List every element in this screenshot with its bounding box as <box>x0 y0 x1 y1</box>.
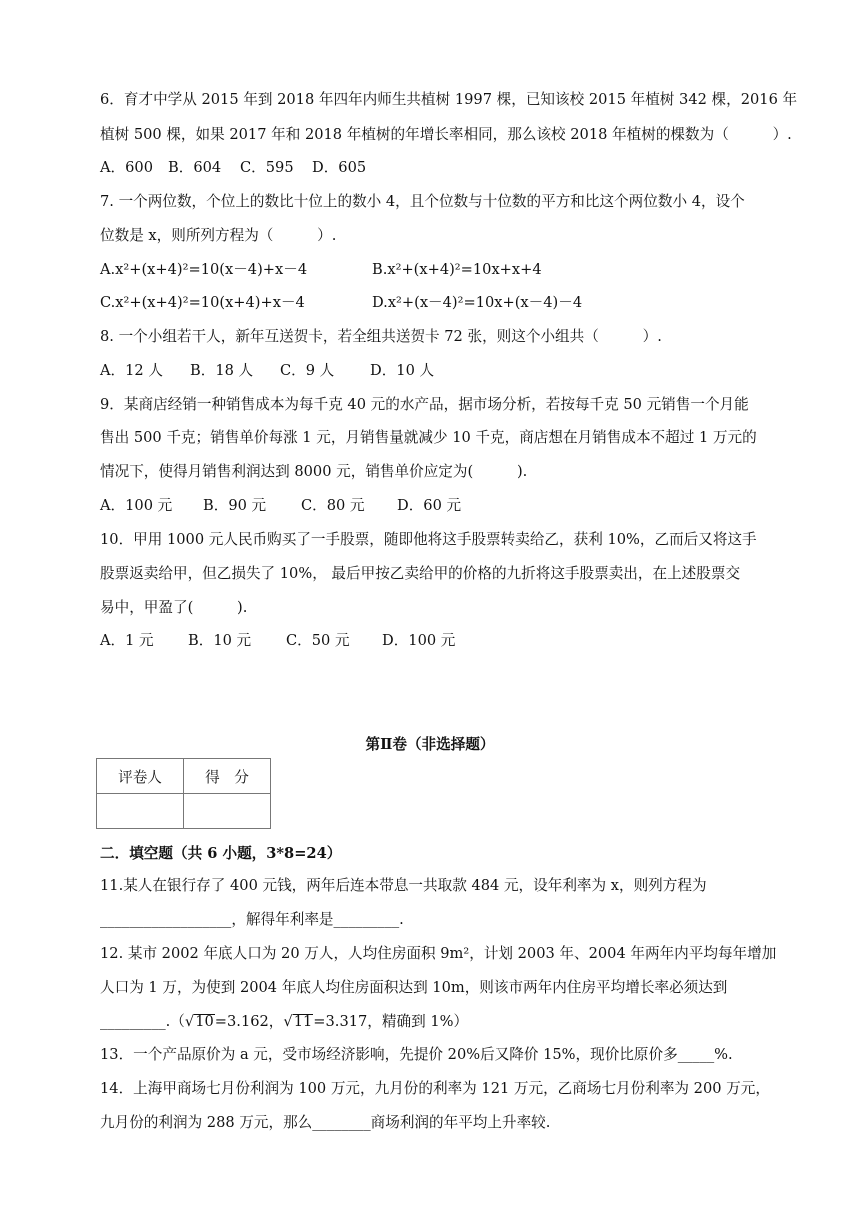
q7-option-a: A.x²+(x+4)²=10(x－4)+x－4 <box>100 261 308 278</box>
q8-option-c: C．9 人 <box>280 362 335 379</box>
q12-text-line2: 人口为 1 万，为使到 2004 年底人均住房面积达到 10m，则该市两年内住房平均增长率必须达到 <box>100 979 728 996</box>
q8-option-b: B．18 人 <box>190 362 254 379</box>
q8-text-line1: 8. 一个小组若干人，新年互送贺卡，若全组共送贺卡 72 张，则这个小组共（ ）. <box>100 328 662 345</box>
q6-text-line2: 植树 500 棵，如果 2017 年和 2018 年植树的年增长率相同，那么该校 2018 年植树的棵数为（ ）. <box>100 126 792 143</box>
q10-text-line1: 10．甲用 1000 元人民币购买了一手股票，随即他将这手股票转卖给乙，获利 10%，乙而后又将这手 <box>100 531 757 548</box>
grader-header: 评卷人 <box>97 759 184 794</box>
q7-option-b: B.x²+(x+4)²=10x+x+4 <box>372 261 542 278</box>
q8-option-d: D．10 人 <box>370 362 435 379</box>
q6-option-d: D．605 <box>312 159 367 176</box>
section-title: 第Ⅱ卷（非选择题） <box>365 736 495 753</box>
grader-cell <box>97 794 184 829</box>
q9-option-b: B．90 元 <box>203 497 267 514</box>
grading-table <box>96 758 271 829</box>
q14-text-line2: 九月份的利润为 288 万元，那么________商场利润的年平均上升率较. <box>100 1114 551 1131</box>
q14-text-line1: 14．上海甲商场七月份利润为 100 万元，九月份的利率为 121 万元，乙商场七月份利率为 200 万元， <box>100 1080 770 1097</box>
sqrt-11: 11 <box>293 1013 313 1030</box>
q10-option-b: B．10 元 <box>188 632 252 649</box>
q12-line3-post: =3.317，精确到 1%） <box>313 1013 469 1030</box>
q9-options <box>100 496 461 516</box>
q9-option-c: C．80 元 <box>301 497 365 514</box>
q11-text-line1: 11.某人在银行存了 400 元钱，两年后连本带息一共取款 484 元，设年利率为 x，则列方程为 <box>100 877 707 894</box>
q7-option-c: C.x²+(x+4)²=10(x+4)+x－4 <box>100 294 305 311</box>
q9-text-line2: 售出 500 千克；销售单价每涨 1 元，月销售量就减少 10 千克，商店想在月销售成本不超过 1 万元的 <box>100 429 757 446</box>
q6-option-c: C．595 <box>240 159 294 176</box>
q7-text-line2: 位数是 x，则所列方程为（ ）. <box>100 227 337 244</box>
q9-text-line3: 情况下，使得月销售利润达到 8000 元，销售单价应定为( ). <box>100 463 528 480</box>
score-cell <box>184 794 271 829</box>
q6-text-line1: 6．育才中学从 2015 年到 2018 年四年内师生共植树 1997 棵，已知该校 2015 年植树 342 棵，2016 年 <box>100 91 798 108</box>
q12-text-line1: 12. 某市 2002 年底人口为 20 万人，人均住房面积 9m²，计划 2003 年、2004 年两年内平均每年增加 <box>100 945 777 962</box>
q12-text-line3: _________.（√10=3.162，√11=3.317，精确到 1%） <box>100 1013 469 1030</box>
score-header: 得 分 <box>184 759 271 794</box>
q10-text-line2: 股票返卖给甲，但乙损失了 10%， 最后甲按乙卖给甲的价格的九折将这手股票卖出，在上述股票交 <box>100 565 741 582</box>
q6-option-b: B．604 <box>168 159 222 176</box>
q10-option-a: A．1 元 <box>100 632 154 649</box>
q9-text-line1: 9．某商店经销一种销售成本为每千克 40 元的水产品，据市场分析，若按每千克 50 元销售一个月能 <box>100 396 749 413</box>
q7-option-d: D.x²+(x－4)²=10x+(x－4)－4 <box>372 294 583 311</box>
q7-text-line1: 7. 一个两位数，个位上的数比十位上的数小 4，且个位数与十位数的平方和比这个两位数小 4，设个 <box>100 193 745 210</box>
q9-option-d: D．60 元 <box>397 497 462 514</box>
q10-options <box>100 631 455 651</box>
fill-in-heading: 二．填空题（共 6 小题，3*8=24） <box>100 845 342 862</box>
q8-option-a: A．12 人 <box>100 362 163 379</box>
q10-option-c: C．50 元 <box>286 632 350 649</box>
q8-options <box>100 361 434 381</box>
q12-line3-pre: _________.（ <box>100 1013 185 1030</box>
q10-option-d: D．100 元 <box>382 632 456 649</box>
sqrt-10: 10 <box>195 1013 214 1030</box>
q12-line3-mid: =3.162， <box>214 1013 284 1030</box>
q10-text-line3: 易中，甲盈了( ). <box>100 599 248 616</box>
q13-text-line1: 13．一个产品原价为 a 元，受市场经济影响，先提价 20%后又降价 15%，现价比原价多_____%. <box>100 1046 733 1063</box>
q6-options <box>100 158 366 178</box>
q9-option-a: A．100 元 <box>100 497 173 514</box>
q6-option-a: A．600 <box>100 159 153 176</box>
q11-text-line2: __________________，解得年利率是_________. <box>100 911 404 928</box>
